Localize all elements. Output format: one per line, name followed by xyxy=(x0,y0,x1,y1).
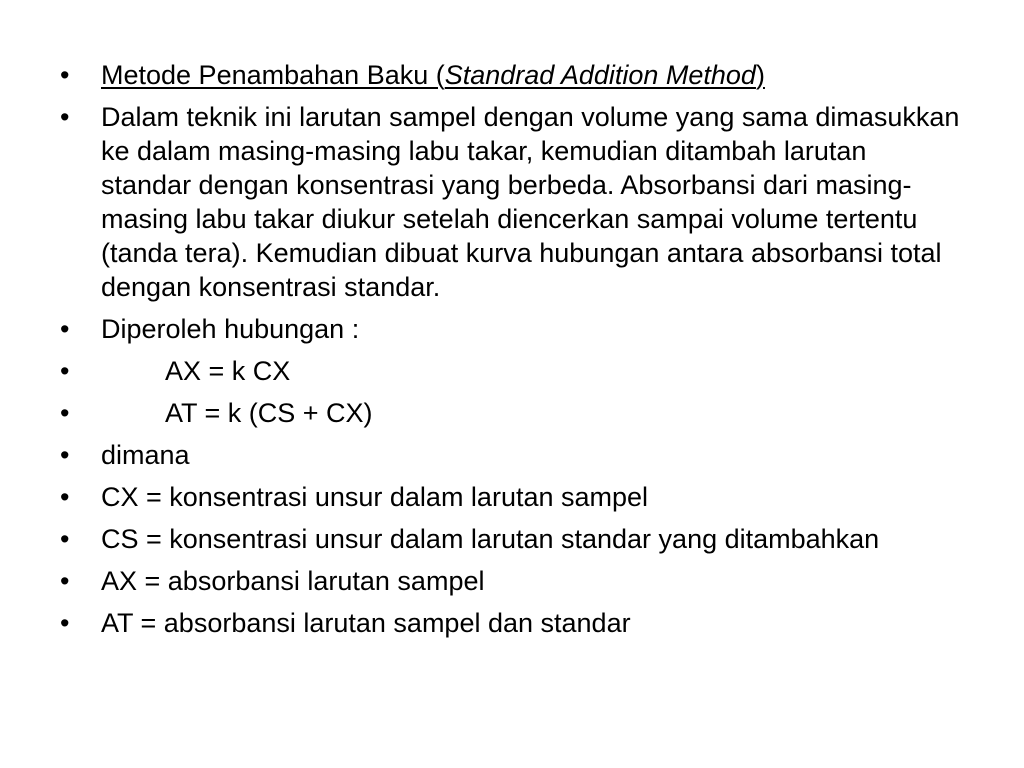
title-suffix: ) xyxy=(755,60,765,90)
bullet-equation-at xyxy=(60,396,960,430)
relation-intro-text: Diperoleh hubungan : xyxy=(101,314,360,344)
bullet-icon: • xyxy=(60,440,70,470)
bullet-icon: • xyxy=(60,566,70,596)
bullet-icon: • xyxy=(60,482,70,512)
definition-cs: CS = konsentrasi unsur dalam larutan standar yang ditambahkan xyxy=(101,524,880,554)
definition-cx: CX = konsentrasi unsur dalam larutan sampel xyxy=(101,482,649,512)
title-italic: Standrad Addition Method xyxy=(444,60,756,90)
bullet-icon: • xyxy=(60,524,70,554)
definition-at: AT = absorbansi larutan sampel dan standar xyxy=(101,608,631,638)
bullet-def-cs xyxy=(60,522,960,556)
bullet-icon: • xyxy=(60,60,70,90)
paragraph-text: Dalam teknik ini larutan sampel dengan volume yang sama dimasukkan ke dalam masing-masing labu takar, kemudian ditambah larutan standar dengan konsentrasi yang berbeda. Absorbansi dari masing-masing labu takar diukur setelah diencerkan sampai volume tertentu (tanda tera). Kemudian dibuat kurva hubungan antara absorbansi total dengan konsentrasi standar. xyxy=(101,102,960,302)
bullet-where xyxy=(60,438,960,472)
bullet-icon: • xyxy=(60,102,70,132)
bullet-title xyxy=(60,58,960,92)
title-prefix: Metode Penambahan Baku ( xyxy=(101,60,445,90)
definition-ax: AX = absorbansi larutan sampel xyxy=(101,566,485,596)
bullet-icon: • xyxy=(60,398,70,428)
bullet-icon: • xyxy=(60,356,70,386)
equation-at: AT = k (CS + CX) xyxy=(165,398,373,428)
slide-title xyxy=(101,60,765,90)
bullet-relation-intro xyxy=(60,312,960,346)
bullet-list xyxy=(60,58,960,648)
bullet-def-ax xyxy=(60,564,960,598)
bullet-equation-ax xyxy=(60,354,960,388)
bullet-def-cx xyxy=(60,480,960,514)
where-text: dimana xyxy=(101,440,190,470)
bullet-def-at xyxy=(60,606,960,640)
equation-ax: AX = k CX xyxy=(165,356,291,386)
bullet-paragraph xyxy=(60,100,960,304)
bullet-icon: • xyxy=(60,608,70,638)
bullet-icon: • xyxy=(60,314,70,344)
